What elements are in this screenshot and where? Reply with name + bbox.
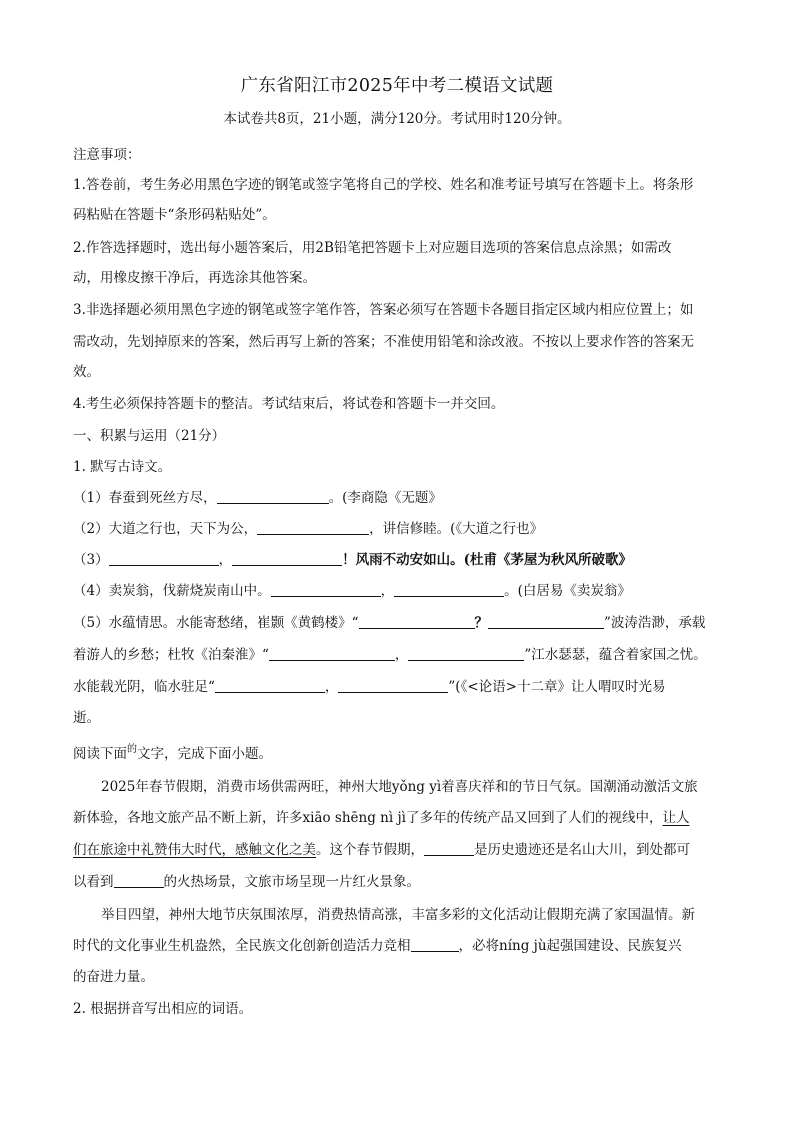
q1-5-text: （5）水蕴情思。水能寄愁绪，崔颢《黄鹤楼》“ (73, 615, 359, 631)
q1-3-source: ！风雨不动安如山。(杜甫《茅屋为秋风所破歌》 (342, 552, 632, 568)
q1-1-text: （1）春蚕到死丝方尽， (73, 490, 217, 506)
passage-p1-line2 (73, 806, 689, 826)
passage-text: 。这个春节假期， (316, 842, 424, 858)
passage-p2-line3: 的奋进力量。 (73, 969, 154, 985)
question-1-1 (73, 486, 442, 506)
passage-text: 新体验，各地文旅产品不断上新，许多xiāo shēng nì jì了多年的传统产品又回到了人们的视线中， (73, 810, 663, 826)
question-1-title: 1. 默写古诗文。 (73, 459, 172, 475)
question-2-title: 2. 根据拼音写出相应的词语。 (73, 1001, 253, 1017)
passage-text: 的火热场景，文旅市场呈现一片红火景象。 (163, 874, 420, 890)
page-title: 广东省阳江市2025年中考二模语文试题 (240, 76, 554, 96)
passage-text: 是历史遗迹还是名山大川，到处都可 (474, 842, 690, 858)
underlined-sentence: 让人 (662, 810, 690, 826)
passage-p1-line1: 2025年春节假期，消费市场供需两旺，神州大地yǒng yì着喜庆祥和的节日气氛。国潮涌动激活文旅 (101, 779, 698, 795)
passage-p1-line4 (73, 870, 420, 890)
question-1-5-line3 (73, 675, 665, 695)
question-1-5-line2 (73, 643, 707, 663)
section-heading: 一、积累与运用（21分） (73, 428, 226, 444)
answer-blank[interactable] (257, 520, 369, 535)
q1-4-source: 。(白居易《卖炭翁》 (504, 583, 631, 599)
notice-item-1-cont: 码粘贴在答题卡“条形码粘贴处”。 (73, 207, 276, 223)
answer-blank[interactable] (359, 614, 475, 629)
exam-info: 本试卷共8页，21小题，满分120分。考试用时120分钟。 (223, 111, 571, 127)
notice-item-2-cont: 动，用橡皮擦干净后，再选涂其他答案。 (73, 270, 316, 286)
q1-5-text-e: 水能载光阴，临水驻足“ (73, 679, 215, 695)
question-1-4 (73, 579, 631, 599)
question-1-5 (73, 611, 705, 631)
passage-text: 以看到 (73, 874, 114, 890)
question-1-3 (73, 548, 632, 568)
instruction-sup: 的 (127, 744, 137, 755)
question-1-5-line4: 逝。 (73, 710, 100, 726)
passage-p2-line2 (73, 934, 682, 954)
q1-4-text: （4）卖炭翁，伐薪烧炭南山中。 (73, 583, 271, 599)
answer-blank[interactable] (271, 582, 381, 597)
answer-blank[interactable] (215, 678, 325, 693)
question-1-2 (73, 517, 543, 537)
reading-instruction (73, 742, 272, 762)
answer-blank[interactable] (109, 551, 219, 566)
notice-item-3: 3.非选择题必须用黑色字迹的钢笔或签字笔作答，答案必须写在答题卡各题目指定区域内相应位置上；如 (73, 302, 694, 318)
passage-text: 时代的文化事业生机盎然，全民族文化创新创造活力竞相 (73, 938, 411, 954)
notice-item-3-cont: 需改动，先划掉原来的答案，然后再写上新的答案；不准使用铅笔和涂改液。不按以上要求作答的答案无 (73, 334, 694, 350)
notice-heading: 注意事项： (73, 147, 141, 163)
instruction-text: 阅读下面 (73, 746, 127, 762)
q1-2-text: （2）大道之行也，天下为公， (73, 521, 258, 537)
q1-3-text: （3） (73, 552, 109, 568)
instruction-text-cont: 文字，完成下面小题。 (137, 746, 272, 762)
underlined-sentence: 们在旅途中礼赞伟大时代，感触文化之美 (73, 842, 316, 858)
comma: ， (394, 647, 409, 663)
q1-5-text-d: ”江水瑟瑟，蕴含着家国之忧。 (524, 647, 707, 663)
comma: ， (324, 679, 339, 695)
q1-5-text-cont: ”波涛浩渺，承载 (604, 615, 706, 631)
notice-item-4: 4.考生必须保持答题卡的整洁。考试结束后，将试卷和答题卡一并交回。 (73, 396, 505, 412)
comma: ， (218, 552, 233, 568)
q1-5-text-f: ”(《<论语>十二章》让人喟叹时光易 (448, 679, 666, 695)
answer-blank[interactable] (408, 646, 524, 661)
q1-5-text-c: 着游人的乡愁；杜牧《泊秦淮》“ (73, 647, 269, 663)
q1-2-source: ，讲信修睦。(《大道之行也》 (369, 521, 544, 537)
answer-blank[interactable] (232, 551, 342, 566)
answer-blank[interactable] (424, 841, 474, 856)
answer-blank[interactable] (114, 873, 164, 888)
answer-blank[interactable] (488, 614, 604, 629)
passage-p2-line1: 举目四望，神州大地节庆氛围浓厚，消费热情高涨，丰富多彩的文化活动让假期充满了家国温情。新 (101, 907, 695, 923)
comma: ， (380, 583, 395, 599)
answer-blank[interactable] (338, 678, 448, 693)
notice-item-2: 2.作答选择题时，选出每小题答案后，用2B铅笔把答题卡上对应题目选项的答案信息点涂黑；如需改 (73, 240, 672, 256)
answer-blank[interactable] (217, 489, 329, 504)
question-mark: ？ (474, 615, 488, 631)
answer-blank[interactable] (394, 582, 504, 597)
q1-1-source: 。(李商隐《无题》 (328, 490, 442, 506)
answer-blank[interactable] (411, 937, 459, 952)
passage-p1-line3 (73, 838, 690, 858)
notice-item-3-cont2: 效。 (73, 364, 100, 380)
answer-blank[interactable] (269, 646, 395, 661)
passage-text: ，必将níng jù起强国建设、民族复兴 (458, 938, 682, 954)
notice-item-1: 1.答卷前，考生务必用黑色字迹的钢笔或签字笔将自己的学校、姓名和准考证号填写在答题卡上。将条形 (73, 177, 694, 193)
